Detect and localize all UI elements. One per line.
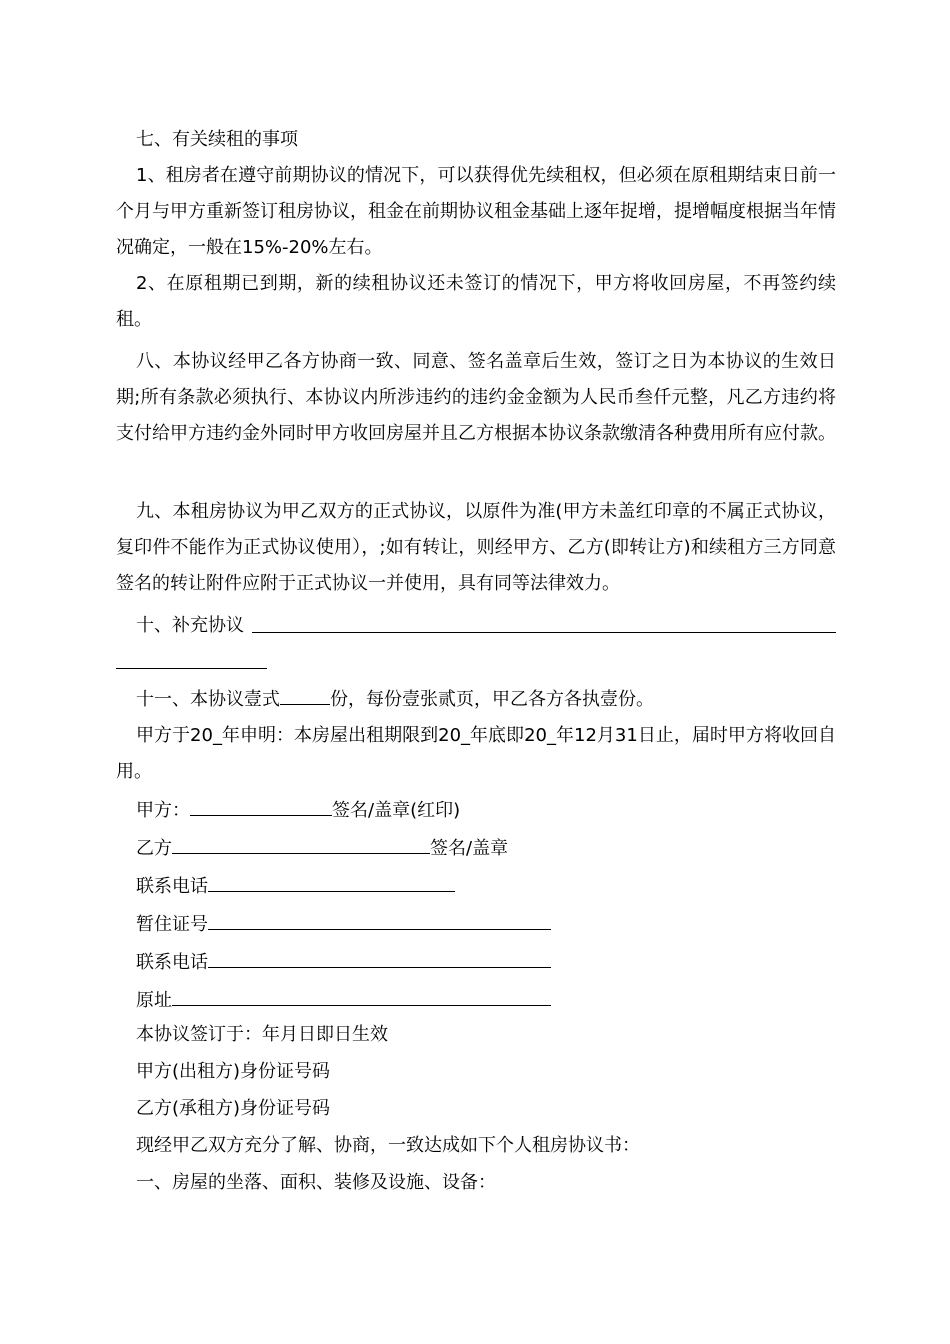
phone-label-2: 联系电话: [136, 952, 208, 973]
origin-address-blank[interactable]: [172, 987, 551, 1006]
phone-blank-2[interactable]: [208, 949, 551, 968]
agreement-intro: 现经甲乙双方充分了解、协商，一致达成如下个人租房协议书：: [136, 1135, 640, 1156]
section-9-paragraph: 九、本租房协议为甲乙双方的正式协议，以原件为准(甲方未盖红印章的不属正式协议，复印件不能作为正式协议使用），;如有转让，则经甲方、乙方(即转让方)和续租方三方同意签名的转让附件应附于正式协议一并使用，具有同等法律效力。: [116, 501, 836, 594]
supplementary-agreement-label: 十、补充协议: [136, 615, 244, 636]
party-a-blank[interactable]: [190, 797, 332, 816]
party-b-sign-label: 签名/盖章: [430, 838, 509, 859]
section-10-line: [116, 608, 836, 644]
temp-residence-label: 暂住证号: [136, 914, 208, 935]
phone-blank-1[interactable]: [208, 873, 455, 892]
temp-residence-line: [116, 907, 836, 943]
party-b-label: 乙方: [136, 838, 172, 859]
origin-address-line: [116, 983, 836, 1019]
party-a-line: [116, 793, 836, 829]
phone-label-1: 联系电话: [136, 876, 208, 897]
party-b-id-number: 乙方(承租方)身份证号码: [136, 1098, 331, 1119]
party-a-sign-label: 签名/盖章(红印): [332, 800, 461, 821]
section-7-heading: 七、有关续租的事项: [136, 129, 298, 150]
party-a-label: 甲方：: [136, 800, 190, 821]
party-a-id-number: 甲方(出租方)身份证号码: [136, 1061, 331, 1082]
phone-line-2: [116, 945, 836, 981]
supplementary-agreement-blank[interactable]: [252, 632, 836, 633]
supplementary-agreement-blank-continued[interactable]: [116, 668, 267, 669]
section-7-clause-2: 2、在原租期已到期，新的续租协议还未签订的情况下，甲方将收回房屋，不再签约续租。: [116, 273, 836, 330]
landlord-statement: 甲方于20_年申明：本房屋出租期限到20_年底即20_年12月31日止，届时甲方将收回自用。: [116, 725, 836, 782]
copies-count-blank[interactable]: [280, 686, 330, 705]
temp-residence-blank[interactable]: [208, 911, 551, 930]
party-b-blank[interactable]: [172, 835, 430, 854]
origin-address-label: 原址: [136, 990, 172, 1011]
section-1-heading: 一、房屋的坐落、面积、装修及设施、设备：: [136, 1172, 496, 1193]
section-8-paragraph: 八、本协议经甲乙各方协商一致、同意、签名盖章后生效，签订之日为本协议的生效日期;所有条款必须执行、本协议内所涉违约的违约金金额为人民币叁仟元整，凡乙方违约将支付给甲方违约金外同时甲方收回房屋并且乙方根据本协议条款缴清各种费用所有应付款。: [116, 351, 836, 444]
party-b-line: [116, 831, 836, 867]
copies-suffix: 份，每份壹张贰页，甲乙各方各执壹份。: [330, 689, 654, 710]
section-11-line: [116, 682, 836, 718]
section-7-clause-1: 1、租房者在遵守前期协议的情况下，可以获得优先续租权，但必须在原租期结束日前一个月与甲方重新签订租房协议，租金在前期协议租金基础上逐年捉增，提增幅度根据当年情况确定，一般在15%-20%左右。: [116, 165, 836, 258]
signed-date: 本协议签订于：年月日即日生效: [136, 1024, 388, 1045]
phone-line-1: [116, 869, 836, 905]
copies-prefix: 十一、本协议壹式: [136, 689, 280, 710]
